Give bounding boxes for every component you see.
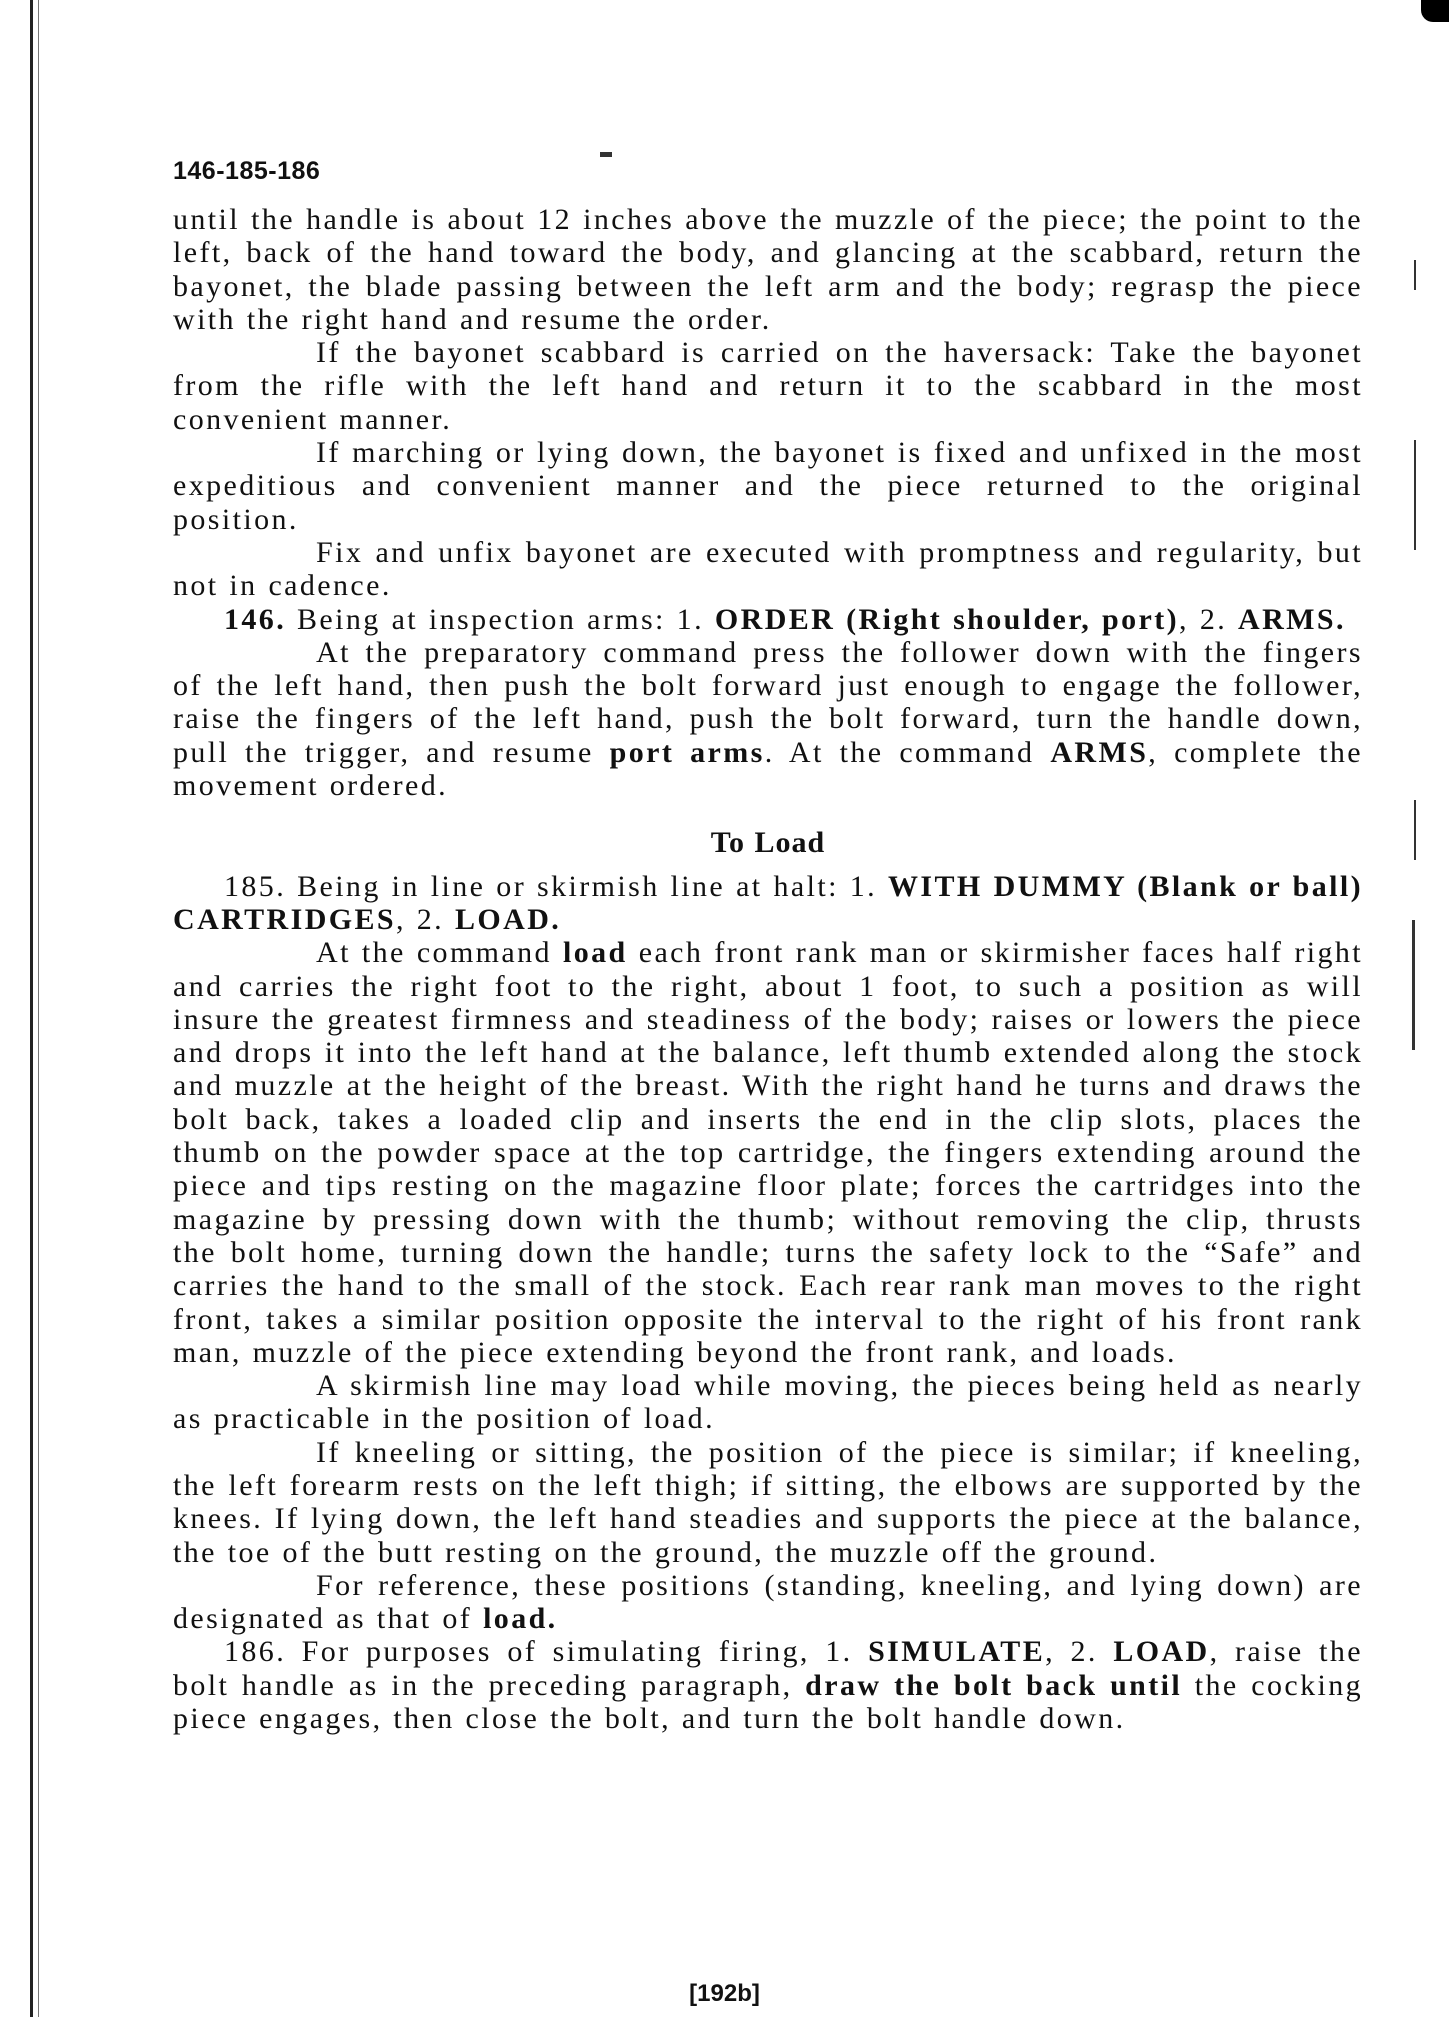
paragraph-146: [173, 603, 1363, 636]
text: At the command: [316, 936, 564, 970]
command-text: ARMS.: [1238, 602, 1346, 636]
scan-margin-mark: [1414, 260, 1416, 290]
paragraph-number: 186.: [224, 1635, 287, 1669]
scan-corner-mark: [1421, 0, 1449, 22]
command-text: load: [563, 936, 628, 970]
scan-margin-mark: [1414, 800, 1416, 860]
text: For reference, these positions (standing, kneeling, and lying down) are designated as that of: [173, 1568, 1363, 1636]
paragraph-number: 185.: [224, 869, 287, 903]
command-text: port arms: [609, 735, 765, 769]
paragraph-186: [173, 1635, 1363, 1735]
page-edge-line-faint: [38, 0, 39, 2017]
text: each front rank man or skirmisher faces half right and carries the right foot to the right, about 1 foot, to such a position as will insure the greatest firmness and steadiness of the body; raises or lowers the piece and drops it into the left hand at the balance, left thumb extended along the stock and muzzle at the height of the breast. With the right hand he turns and draws the bolt back, takes a loaded clip and inserts the end in the clip slots, places the thumb on the powder space at the top cartridge, the fingers extending around the piece and tips resting on the magazine floor plate; forces the cartridges into the magazine by pressing down with the thumb; without removing the clip, thrusts the bolt home, turning down the handle; turns the safety lock to the “Safe” and carries the hand to the small of the stock. Each rear rank man moves to the right front, takes a similar position opposite the interval to the right of his front rank man, muzzle of the piece extending beyond the front rank, and loads.: [173, 936, 1363, 1369]
command-text: ARMS: [1050, 735, 1149, 769]
command-text: draw the bolt back until: [805, 1668, 1183, 1702]
paragraph-haversack: If the bayonet scabbard is carried on the haversack: Take the bayonet from the rifle with the left hand and return it to the scabbard in the most convenient manner.: [173, 336, 1363, 436]
text: , complete the movement ordered.: [173, 735, 1363, 803]
section-heading: To Load: [710, 826, 826, 860]
scan-margin-mark: [1414, 440, 1416, 550]
page-edge-line: [30, 0, 33, 2017]
paragraph-number: 146.: [224, 602, 287, 636]
text: Being at inspection arms: 1.: [286, 602, 715, 636]
section-numbers-header: 146-185-186: [173, 157, 321, 185]
text: For purposes of simulating firing, 1.: [286, 1635, 869, 1669]
document-body: [173, 203, 1363, 1735]
paragraph-185: [173, 870, 1363, 937]
command-text: LOAD.: [454, 902, 562, 936]
text: , 2.: [1179, 602, 1239, 636]
text: . At the command: [764, 735, 1051, 769]
command-text: load.: [483, 1602, 558, 1636]
text: , 2.: [395, 902, 455, 936]
text: the cocking piece engages, then close the bolt, and turn the bolt handle down.: [173, 1668, 1363, 1736]
scan-margin-mark: [1412, 920, 1415, 1050]
scan-speck: [600, 152, 612, 157]
text: At the preparatory command press the follower down with the fingers of the left hand, then push the bolt forward just enough to engage the follower, raise the fingers of the left hand, push the bolt forward, turn the handle down, pull the trigger, and resume: [173, 635, 1363, 769]
command-text: LOAD: [1113, 1635, 1210, 1669]
paragraph-skirmish: A skirmish line may load while moving, the pieces being held as nearly as practicable in the position of load.: [173, 1369, 1363, 1436]
paragraph-continuation: until the handle is about 12 inches above the muzzle of the piece; the point to the left, back of the hand toward the body, and glancing at the scabbard, return the bayonet, the blade passing between the left arm and the body; regrasp the piece with the right hand and resume the order.: [173, 203, 1363, 336]
text: , 2.: [1045, 1635, 1114, 1669]
paragraph-load-procedure: [173, 936, 1363, 1369]
paragraph-marching: If marching or lying down, the bayonet is fixed and unfixed in the most expeditious and convenient manner and the piece returned to the original position.: [173, 436, 1363, 536]
page-number: [192b]: [689, 1980, 760, 2007]
paragraph-reference: [173, 1569, 1363, 1636]
paragraph-kneeling: If kneeling or sitting, the position of the piece is similar; if kneeling, the left forearm rests on the left thigh; if sitting, the elbows are supported by the knees. If lying down, the left hand steadies and supports the piece at the balance, the toe of the butt resting on the ground, the muzzle off the ground.: [173, 1435, 1363, 1569]
text: , raise the bolt handle as in the preceding paragraph,: [173, 1635, 1364, 1702]
command-text: ORDER (Right shoulder, port): [714, 602, 1180, 636]
text: Being in line or skirmish line at halt: 1.: [286, 869, 889, 903]
paragraph-fix-unfix: Fix and unfix bayonet are executed with promptness and regularity, but not in cadence.: [173, 535, 1363, 603]
command-text: SIMULATE: [868, 1635, 1046, 1669]
paragraph-preparatory: [173, 636, 1363, 802]
command-text: WITH DUMMY (Blank or ball) CARTRIDGES: [173, 869, 1363, 936]
